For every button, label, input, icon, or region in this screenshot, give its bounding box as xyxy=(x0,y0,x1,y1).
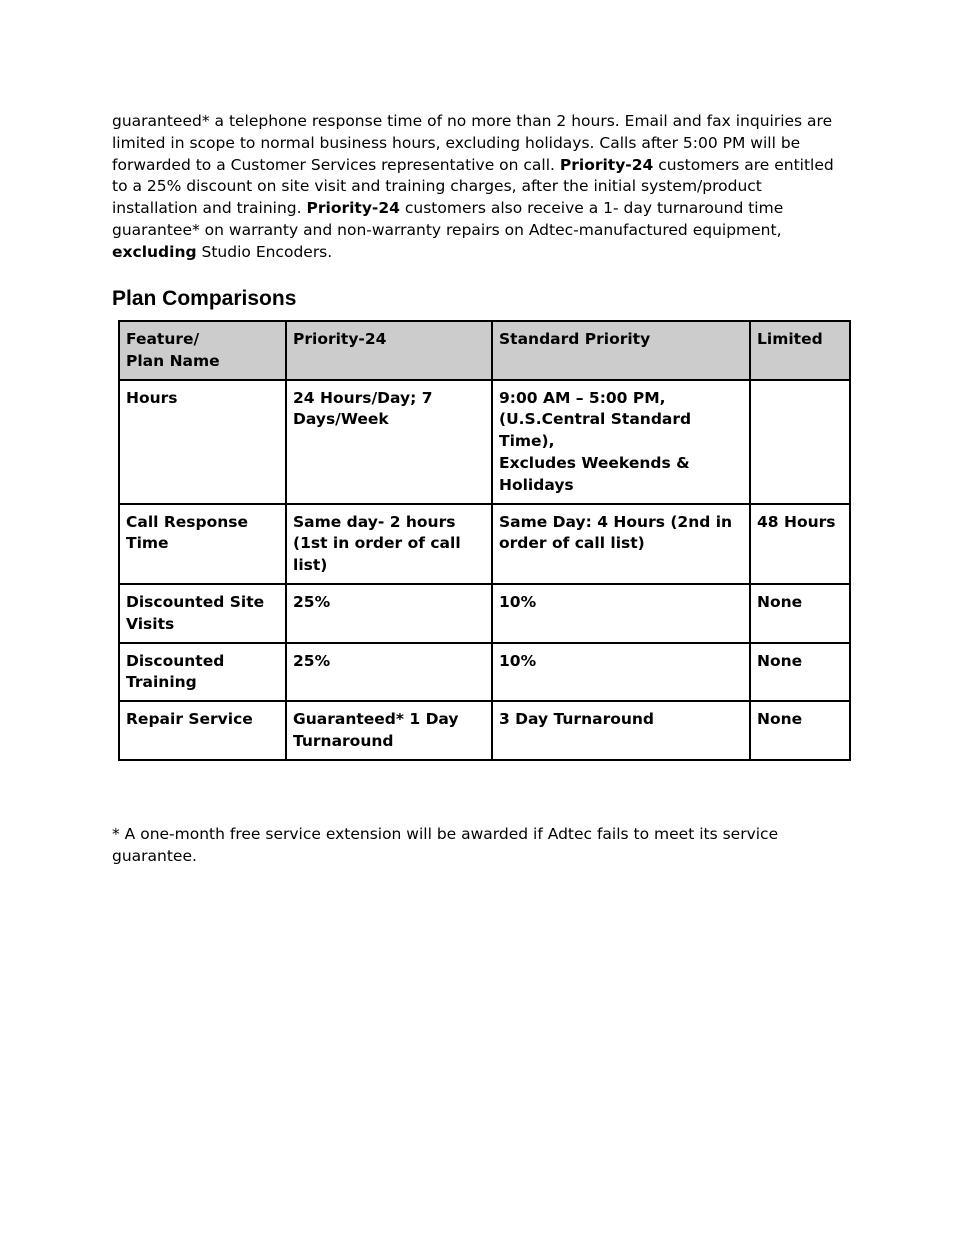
cell-priority24: 25% xyxy=(286,584,492,643)
cell-standard: Same Day: 4 Hours (2nd in order of call list) xyxy=(492,504,750,584)
intro-bold-priority24-1: Priority-24 xyxy=(559,155,654,174)
cell-limited: None xyxy=(750,701,850,760)
cell-limited: None xyxy=(750,584,850,643)
footnote: * A one-month free service extension will be awarded if Adtec fails to meet its service guarantee. xyxy=(112,825,779,865)
cell-limited: 48 Hours xyxy=(750,504,850,584)
intro-text-1: guaranteed* a telephone response time of no more than 2 hours. Email and fax inquiries are limited in scope to normal business hours, excluding holidays. Calls after 5:00 PM will be forwarded to a Customer Services representative on call. xyxy=(112,112,833,174)
header-priority24: Priority-24 xyxy=(286,321,492,380)
cell-feature: Call Response Time xyxy=(119,504,286,584)
intro-text-4: Studio Encoders. xyxy=(196,242,333,261)
table-row xyxy=(119,584,850,643)
cell-standard-line: (U.S.Central Standard Time), xyxy=(499,410,692,451)
intro-text-3: customers also receive a 1- day turnaround time guarantee* on warranty and non-warranty repairs on Adtec-manufactured equipment, xyxy=(112,199,784,239)
header-feature-line1: Feature/ xyxy=(126,330,200,348)
table-row xyxy=(119,643,850,702)
header-feature xyxy=(119,321,286,380)
intro-text-2: customers are entitled to a 25% discount on site visit and training charges, after the initial system/product installation and training. xyxy=(112,155,834,218)
intro-paragraph xyxy=(112,111,852,264)
cell-priority24: Same day- 2 hours (1st in order of call list) xyxy=(286,504,492,584)
cell-feature: Discounted Site Visits xyxy=(119,584,286,643)
intro-bold-priority24-2: Priority-24 xyxy=(306,199,400,218)
cell-feature: Repair Service xyxy=(119,701,286,760)
cell-standard: 10% xyxy=(492,643,750,702)
cell-standard-line: 9:00 AM – 5:00 PM, xyxy=(499,388,666,407)
cell-priority24: 25% xyxy=(286,643,492,702)
table-row xyxy=(119,701,850,760)
cell-standard xyxy=(492,380,750,504)
table-row xyxy=(119,380,850,504)
cell-feature: Discounted Training xyxy=(119,643,286,702)
cell-feature: Hours xyxy=(119,380,286,504)
cell-standard: 10% xyxy=(492,584,750,643)
cell-standard-line: Excludes Weekends & Holidays xyxy=(499,453,690,494)
plan-comparison-table xyxy=(118,320,851,761)
table-row xyxy=(119,504,850,584)
section-title: Plan Comparisons xyxy=(112,287,297,310)
header-feature-line2: Plan Name xyxy=(126,351,220,370)
intro-bold-excluding: excluding xyxy=(112,242,197,261)
header-standard: Standard Priority xyxy=(492,321,750,380)
table-header-row xyxy=(119,321,850,380)
cell-limited xyxy=(750,380,850,504)
header-limited: Limited xyxy=(750,321,850,380)
cell-priority24: 24 Hours/Day; 7 Days/Week xyxy=(286,380,492,504)
cell-priority24: Guaranteed* 1 Day Turnaround xyxy=(286,701,492,760)
cell-limited: None xyxy=(750,643,850,702)
cell-standard: 3 Day Turnaround xyxy=(492,701,750,760)
